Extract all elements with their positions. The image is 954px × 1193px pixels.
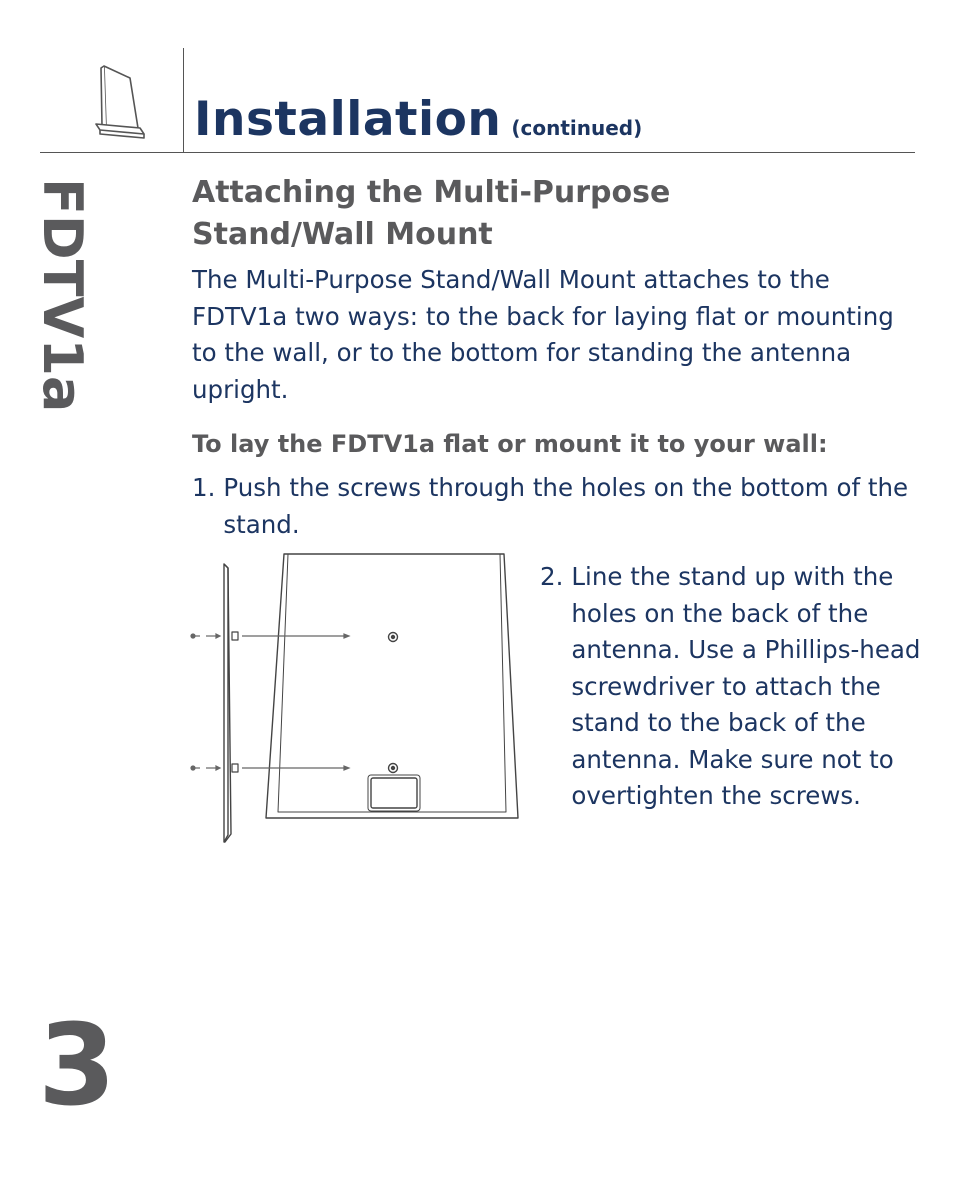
step-2 xyxy=(540,559,925,815)
page-title xyxy=(194,92,642,147)
intro-paragraph: The Multi-Purpose Stand/Wall Mount attaches to the FDTV1a two ways: to the back for laying flat or mounting to the wall, or to the bottom for standing the antenna upright. xyxy=(192,265,894,404)
header-divider xyxy=(183,48,184,152)
section-heading-line1: Attaching the Multi-Purpose xyxy=(192,175,671,210)
step-number: 2. xyxy=(540,562,564,591)
step-number: 1. xyxy=(192,473,216,502)
step-text: Line the stand up with the holes on the back of the antenna. Use a Phillips-head screwdriver to attach the stand to the back of the antenna. Make sure not to overtighten the screws. xyxy=(571,562,921,810)
access-port xyxy=(371,778,417,808)
side-brand-label: FDTV1a xyxy=(31,178,94,413)
title-text: Installation xyxy=(194,92,502,147)
stand-mount-diagram xyxy=(188,550,528,850)
page-number: 3 xyxy=(38,1001,116,1131)
section-heading xyxy=(192,172,792,256)
antenna-icon xyxy=(92,62,148,140)
step-text: Push the screws through the holes on the bottom of the stand. xyxy=(223,473,909,539)
section-heading-line2: Stand/Wall Mount xyxy=(192,217,493,252)
step-1 xyxy=(192,470,922,543)
title-suffix: (continued) xyxy=(511,116,643,140)
instruction-subheading: To lay the FDTV1a flat or mount it to your wall: xyxy=(192,430,828,458)
header-rule xyxy=(40,152,915,153)
